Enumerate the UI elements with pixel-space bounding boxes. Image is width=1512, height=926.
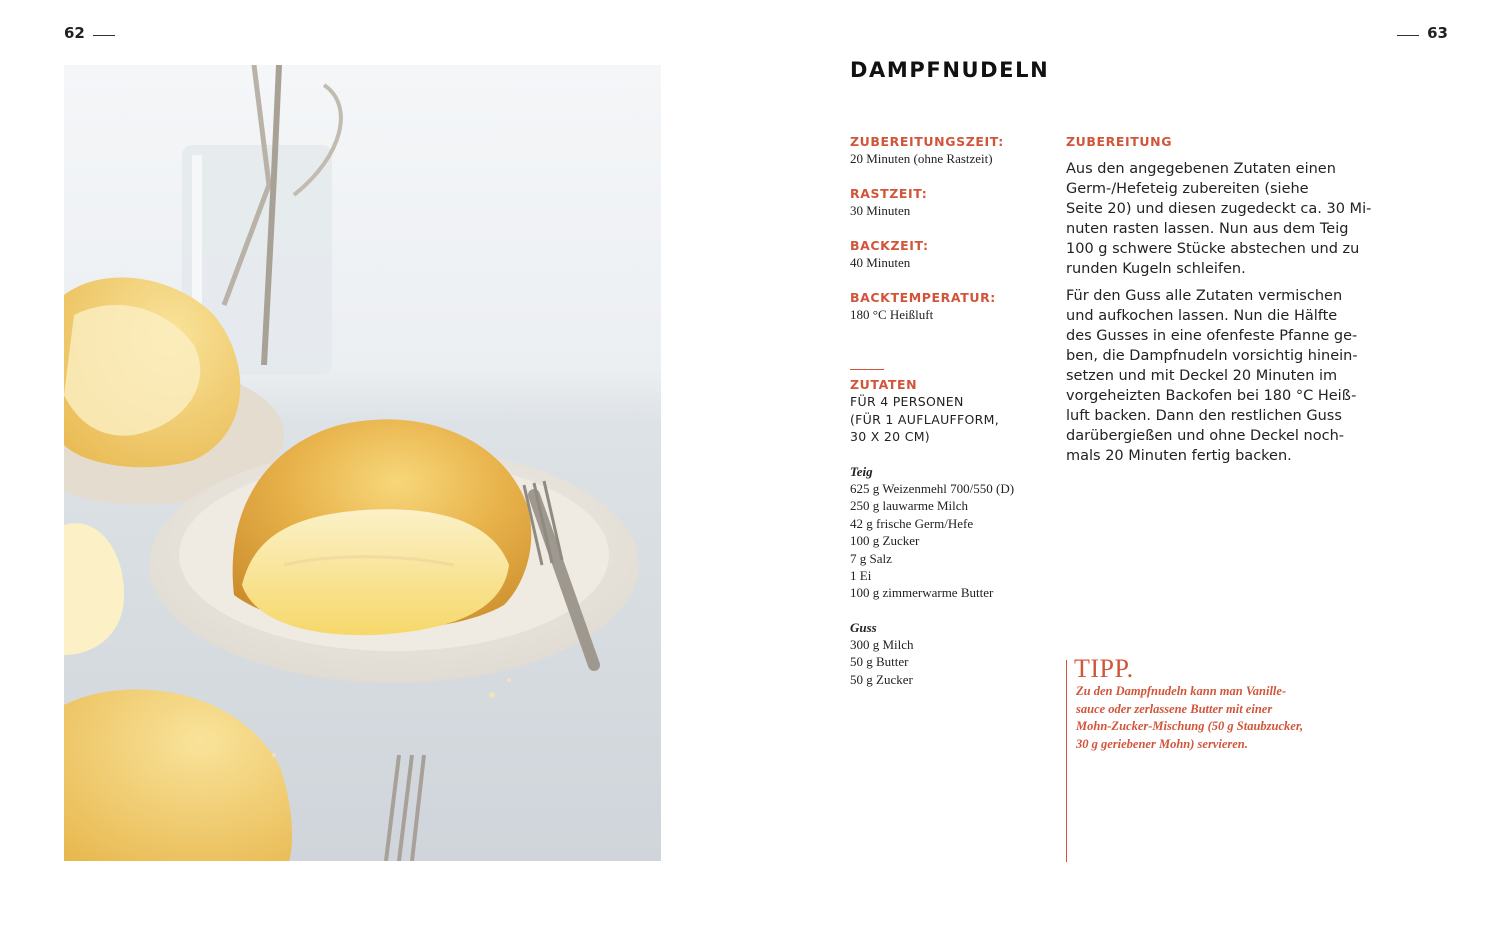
- paragraph-line: runden Kugeln schleifen.: [1066, 261, 1246, 277]
- tip-line: Mohn-Zucker-Mischung (50 g Staubzucker,: [1076, 719, 1304, 734]
- paragraph-line: ben, die Dampfnudeln vorsichtig hinein-: [1066, 348, 1358, 364]
- page-number-rule: [1397, 35, 1419, 36]
- meta-label: BACKZEIT:: [850, 238, 929, 253]
- ingredient-group-title: Teig: [850, 464, 873, 479]
- meta-rest-time: [850, 185, 1055, 219]
- ingredient-item: 625 g Weizenmehl 700/550 (D): [850, 481, 1015, 496]
- page-number-right: [1397, 24, 1448, 42]
- ingredient-group-dough: [850, 463, 1060, 602]
- ingredient-item: 250 g lauwarme Milch: [850, 498, 969, 514]
- paragraph-line: Germ-/Hefeteig zubereiten (siehe: [1066, 181, 1309, 197]
- meta-value: 20 Minuten (ohne Rastzeit): [850, 151, 993, 166]
- servings-line: (FÜR 1 AUFLAUFFORM,: [850, 411, 1000, 427]
- recipe-title: DAMPFNUDELN: [850, 58, 1050, 82]
- paragraph-line: Für den Guss alle Zutaten vermischen: [1066, 288, 1343, 304]
- ingredient-item: 1 Ei: [850, 568, 872, 584]
- paragraph-line: nuten rasten lassen. Nun aus dem Teig: [1066, 221, 1349, 237]
- page-number-rule: [93, 35, 115, 36]
- ingredients-rule: [850, 369, 884, 370]
- ingredient-item: 300 g Milch: [850, 637, 914, 652]
- ingredient-item: 100 g Zucker: [850, 533, 920, 549]
- meta-value: 180 °C Heißluft: [850, 307, 934, 322]
- paragraph-line: und aufkochen lassen. Nun die Hälfte: [1066, 308, 1338, 324]
- ingredient-item: 7 g Salz: [850, 550, 892, 566]
- preparation-label: ZUBEREITUNG: [1066, 134, 1173, 149]
- meta-value: 40 Minuten: [850, 255, 911, 270]
- paragraph-line: 100 g schwere Stücke abstechen und zu: [1066, 241, 1360, 257]
- meta-label: BACKTEMPERATUR:: [850, 290, 996, 305]
- ingredients-servings: [850, 393, 1055, 446]
- paragraph-line: vorgeheizten Backofen bei 180 °C Heiß-: [1066, 388, 1357, 404]
- meta-bake-time: [850, 237, 1055, 271]
- meta-bake-temp: [850, 289, 1055, 323]
- dampfnudel-photo-illustration: [64, 65, 661, 861]
- paragraph-line: darübergießen und ohne Deckel noch-: [1066, 428, 1345, 444]
- meta-value: 30 Minuten: [850, 203, 911, 218]
- meta-label: RASTZEIT:: [850, 186, 928, 201]
- meta-label: ZUBEREITUNGSZEIT:: [850, 134, 1004, 149]
- meta-prep-time: [850, 133, 1055, 167]
- ingredient-group-title: Guss: [850, 620, 877, 635]
- tip-title: TIPP.: [1074, 654, 1134, 683]
- page-number-left: [64, 24, 115, 42]
- tip-line: Zu den Dampfnudeln kann man Vanille-: [1076, 684, 1287, 698]
- ingredient-item: 42 g frische Germ/Hefe: [850, 515, 974, 531]
- tip-text: [1076, 683, 1366, 753]
- ingredients-label: ZUTATEN: [850, 377, 918, 392]
- servings-line: 30 X 20 CM): [850, 429, 930, 445]
- paragraph-line: setzen und mit Deckel 20 Minuten im: [1066, 368, 1338, 384]
- servings-line: FÜR 4 PERSONEN: [850, 394, 964, 409]
- ingredient-item: 100 g zimmerwarme Butter: [850, 585, 994, 601]
- preparation-paragraph: [1066, 286, 1362, 466]
- tip-line: 30 g geriebener Mohn) servieren.: [1076, 736, 1248, 751]
- paragraph-line: Seite 20) und diesen zugedeckt ca. 30 Mi-: [1066, 201, 1372, 217]
- ingredient-group-glaze: [850, 619, 1060, 688]
- tip-rule: [1066, 660, 1067, 862]
- paragraph-line: luft backen. Dann den restlichen Guss: [1066, 408, 1342, 424]
- tip-line: sauce oder zerlassene Butter mit einer: [1076, 701, 1273, 716]
- ingredient-item: 50 g Zucker: [850, 671, 913, 687]
- paragraph-line: mals 20 Minuten fertig backen.: [1066, 448, 1292, 464]
- page-number-left-value: 62: [64, 24, 85, 42]
- page-number-right-value: 63: [1427, 24, 1448, 42]
- ingredient-item: 50 g Butter: [850, 654, 909, 670]
- recipe-photo: [64, 65, 661, 861]
- preparation-paragraph: [1066, 159, 1372, 279]
- paragraph-line: des Gusses in eine ofenfeste Pfanne ge-: [1066, 328, 1358, 344]
- paragraph-line: Aus den angegebenen Zutaten einen: [1066, 161, 1336, 177]
